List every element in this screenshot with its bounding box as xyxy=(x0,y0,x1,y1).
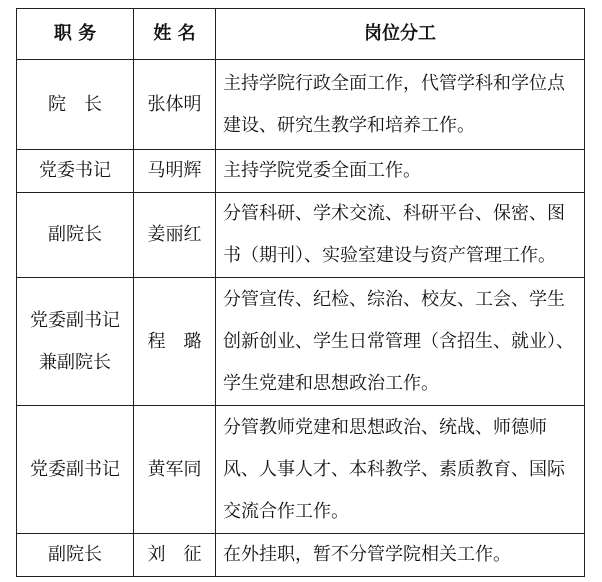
header-duty: 岗位分工 xyxy=(216,9,585,60)
name-cell: 黄军同 xyxy=(134,406,216,534)
table-header-row xyxy=(17,9,585,60)
table-row xyxy=(17,406,585,534)
table-row xyxy=(17,193,585,278)
duty-cell: 分管宣传、纪检、综治、校友、工会、学生创新创业、学生日常管理（含招生、就业）、学生党建和思想政治工作。 xyxy=(216,278,585,406)
duty-cell: 分管科研、学术交流、科研平台、保密、图书（期刊）、实验室建设与资产管理工作。 xyxy=(216,193,585,278)
position-line-1: 党委副书记 xyxy=(30,309,120,331)
position-cell xyxy=(17,278,134,406)
header-position: 职 务 xyxy=(17,9,134,60)
position-cell: 副院长 xyxy=(17,534,134,577)
position-line-2: 兼副院长 xyxy=(39,351,111,373)
duty-cell: 分管教师党建和思想政治、统战、师德师风、人事人才、本科教学、素质教育、国际交流合作工作。 xyxy=(216,406,585,534)
name-cell: 马明辉 xyxy=(134,150,216,193)
table-row xyxy=(17,150,585,193)
header-name: 姓 名 xyxy=(134,9,216,60)
position-cell: 党委副书记 xyxy=(17,406,134,534)
table-row xyxy=(17,534,585,577)
position-cell: 党委书记 xyxy=(17,150,134,193)
duty-cell: 主持学院行政全面工作，代管学科和学位点建设、研究生教学和培养工作。 xyxy=(216,60,585,150)
duty-cell: 主持学院党委全面工作。 xyxy=(216,150,585,193)
name-cell: 刘 征 xyxy=(134,534,216,577)
name-cell: 姜丽红 xyxy=(134,193,216,278)
name-cell: 程 璐 xyxy=(134,278,216,406)
table-row xyxy=(17,60,585,150)
duty-cell: 在外挂职，暂不分管学院相关工作。 xyxy=(216,534,585,577)
name-cell: 张体明 xyxy=(134,60,216,150)
table-row xyxy=(17,278,585,406)
position-cell: 副院长 xyxy=(17,193,134,278)
leadership-duty-table xyxy=(16,8,585,577)
position-cell: 院 长 xyxy=(17,60,134,150)
